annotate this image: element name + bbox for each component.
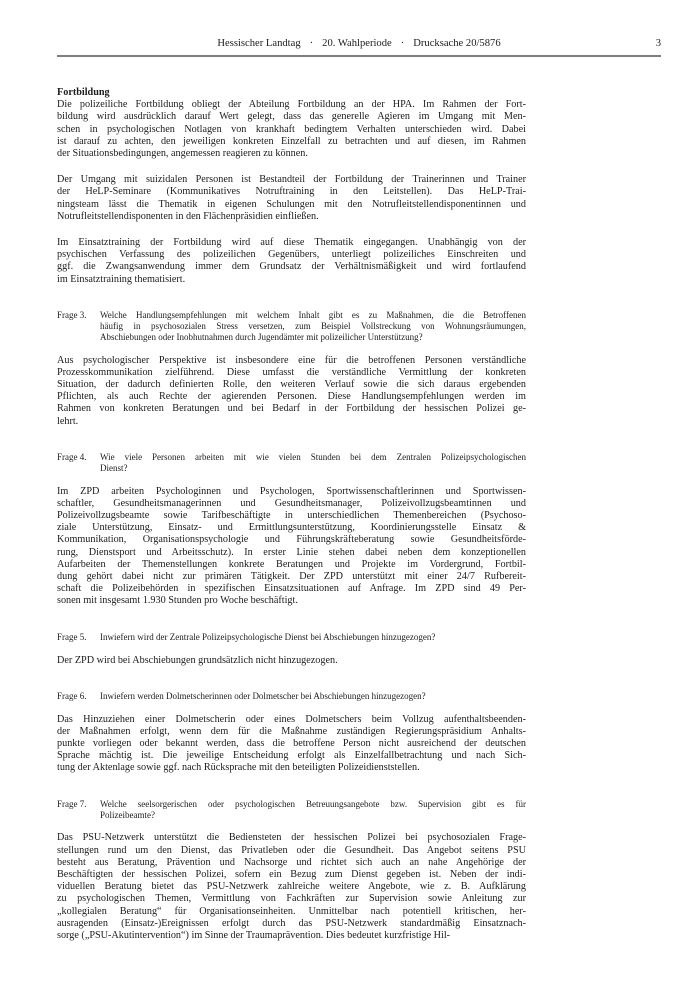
text-line: Polizeibeamte? [100,809,155,820]
text-line: Die polizeiliche Fortbildung obliegt der Abteilung Fortbildung an der HPA. Im Rahmen der Fort- [57,99,526,111]
paragraph [57,237,526,286]
text-line: Im Einsatztraining der Fortbildung wird auf diese Thematik eingegangen. Unabhängig von der [57,237,526,249]
text-line: zu psychologischen Themen, Vermittlung von Fachkräften zur Supervision sowie Anleitung zur [57,893,526,905]
text-line: Pflichten, als auch Rechte der agierenden Personen. Diese Handlungsempfehlungen werden im [57,391,526,403]
question-label: Frage 3. [57,309,87,320]
question-text [100,632,526,643]
text-line: Polizeivollzugsbeamte sowie Tarifbeschäftigte in unterschiedlichen Themenbereichen (Psychoso- [57,510,526,521]
document-content [57,87,526,942]
text-line: Aufarbeiten der Themenstellungen konkrete Beratungen und Projekte im Vordergrund, Fortbil- [57,558,526,570]
header-document-number: Drucksache 20/5876 [413,38,501,49]
question-block [57,452,526,474]
text-line: schaftler, Gesundheitsmanagerinnen und Gesundheitsmanager, Polizeivollzugsbeamtinnen und [57,497,526,509]
paragraph [57,486,526,608]
text-line: lehrt. [57,415,79,427]
text-line: ziale Unterstützung, Einsatz- und Ermittlungsunterstützung, Koordinierungsstelle Einsatz & [57,522,526,534]
question-block [57,632,526,643]
text-line: Wie viele Personen arbeiten mit wie vielen Stunden bei dem Zentralen Polizeipsychologischen [100,451,526,462]
text-line: ggf. die Zwangsanwendung immer dem Grundsatz der Verhältnismäßigkeit und wird fortlaufend [57,261,526,273]
question-label: Frage 6. [57,690,87,701]
text-line: stellungen rund um den Dienst, das Privatleben oder die Gesundheit. Das Angebot seitens PSU [57,844,526,856]
text-line: der HeLP-Seminare (Kommunikatives Notruftraining in den Leitstellen). Das HeLP-Trai- [57,186,526,198]
text-line: psychischen Verfassung des polizeilichen Gegenübers, unterliegt polizeiliches Einschreiten und [57,249,526,261]
text-line: „kollegialen Beratung“ für Organisationseinheiten. Unmittelbar nach potentiell kritischen, her- [57,905,526,917]
text-line: Der ZPD wird bei Abschiebungen grundsätzlich nicht hinzugezogen. [57,654,338,666]
paragraph [57,355,526,428]
question-text [100,799,526,821]
paragraph [57,832,526,942]
text-line: punkte vorliegen oder bekannt werden, dass die betroffene Person nicht ausreichend der deutschen [57,738,526,750]
text-line: der Situationsbedingungen, angemessen reagieren zu können. [57,148,308,160]
text-line: Im ZPD arbeiten Psychologinnen und Psychologen, Sportwissenschaftlerinnen und Sportwissen- [57,485,526,497]
text-line: Das PSU-Netzwerk unterstützt die Bediensteten der hessischen Polizei bei psychosozialen Frage- [57,832,526,844]
text-line: sorge („PSU-Akutintervention“) im Sinne der Traumaprävention. Dies bedeutet kurzfristige Hil- [57,930,451,942]
section-heading: Fortbildung [57,87,110,98]
text-line: sonen mit insgesamt 1.930 Stunden pro Woche beschäftigt. [57,595,298,607]
document-page [57,0,661,942]
paragraph [57,99,526,160]
text-line: Sprache mächtig ist. Die jeweilige Entscheidung erfolgt als Einzelfallbetrachtung und nach Sich- [57,750,526,762]
paragraph [57,714,526,775]
text-line: Rahmen von konkreten Beratungen und bei Bedarf in der Fortbildung der hessischen Polizei ge- [57,403,526,415]
question-text [100,452,526,474]
question-text [100,691,526,702]
text-line: ningsteam lässt die Thematik in eigenen Schulungen mit den Notrufleitstellendisponentinnen und [57,198,526,210]
header-publisher: Hessischer Landtag [217,38,301,49]
header-separator-dot: · [400,38,405,49]
text-line: Aus psychologischer Perspektive ist insbesondere eine für die betroffenen Personen verständliche [57,354,526,366]
question-block [57,799,526,821]
text-line: Notrufleitstellendisponenten in den Flächenpräsidien einfließen. [57,210,319,222]
text-line: viduellen Beratung bietet das PSU-Netzwerk zahlreiche weitere Angebote, wie z. B. Aufklärung [57,881,526,893]
text-line: tung der Aktenlage sowie ggf. nach Rücksprache mit den beteiligten Polizeidienststellen. [57,762,420,774]
text-line: Inwiefern werden Dolmetscherinnen oder Dolmetscher bei Abschiebungen hinzugezogen? [100,690,426,701]
text-line: Welche seelsorgerischen oder psychologischen Betreuungsangebote bzw. Supervision gibt es für [100,798,526,809]
text-line: dung gehört dabei nicht zur primären Tätigkeit. Der ZPD unterstützt mit einer 24/7 Rufbereit- [57,571,526,583]
page-number: 3 [655,38,661,49]
question-text [100,310,526,343]
question-label: Frage 7. [57,798,87,809]
text-line: besteht aus Beratung, Prävention und Nachsorge und richtet sich auch an nahe Angehörige der [57,856,526,868]
text-line: Prozesskommunikation zielführend. Diese umfasst die verständliche Vermittlung der konkreten [57,366,526,378]
paragraph [57,174,526,223]
question-label: Frage 5. [57,631,87,642]
text-line: ausragenden (Einsatz-)Ereignissen erfolgt durch das PSU-Netzwerk standardmäßig Einsatznach- [57,917,526,929]
text-line: Situation, der dadurch definierten Rolle, den weiteren Verlauf sowie die sich daraus ergebenden [57,378,526,390]
text-line: Kommunikation, Organisationspsychologie und Führungskräfteberatung sowie Gesundheitsförde- [57,534,526,546]
text-line: Das Hinzuziehen einer Dolmetscherin oder eines Dolmetschers beim Vollzug aufenthaltsbeenden- [57,713,526,725]
question-block [57,691,526,702]
text-line: schaft die Polizeibehörden in spezifischen Einsatzsituationen auf Anfrage. Im ZPD sind 49 Per- [57,583,526,595]
question-label: Frage 4. [57,451,87,462]
paragraph [57,655,526,667]
text-line: ist darauf zu achten, den jeweiligen konkreten Einzelfall zu betrachten und auf diesen, im Rahmen [57,135,526,147]
text-line: Abschiebungen oder Inobhutnahmen durch Jugendämter mit polizeilicher Unterstützung? [100,331,423,342]
text-line: bildung wird ausdrücklich darauf Wert gelegt, dass das generelle Agieren im Umgang mit Men- [57,111,526,123]
header-separator-dot: · [309,38,314,49]
text-line: im Einsatztraining thematisiert. [57,273,186,285]
text-line: Dienst? [100,462,128,473]
text-line: rung, Dienstsport und Arbeitsschutz). In erster Linie stehen dabei neben dem konzeptionellen [57,546,526,558]
text-line: häufig in psychosozialen Stress versetzen, zum Beispiel Vollstreckung von Wohnungsräumungen, [100,320,526,331]
header-legislative-period: 20. Wahlperiode [322,38,392,49]
question-block [57,310,526,343]
page-header [57,38,661,57]
text-line: schen in psychologischen Notlagen von krankhaft bedingtem Verhalten unterschieden wird. Dabei [57,123,526,135]
text-line: Der Umgang mit suizidalen Personen ist Bestandteil der Fortbildung der Trainerinnen und Trainer [57,174,526,186]
text-line: Welche Handlungsempfehlungen mit welchem Inhalt gibt es zu Maßnahmen, die die Betroffenen [100,309,526,320]
text-line: der Maßnahmen erfolgt, wenn dem für die Maßnahme zuständigen Regierungspräsidium Anhalts- [57,725,526,737]
text-line: Beschäftigten der hessischen Polizei, sofern ein Bezug zum Dienst gegeben ist. Neben der indi- [57,869,526,881]
text-line: Inwiefern wird der Zentrale Polizeipsychologische Dienst bei Abschiebungen hinzugezogen? [100,631,436,642]
